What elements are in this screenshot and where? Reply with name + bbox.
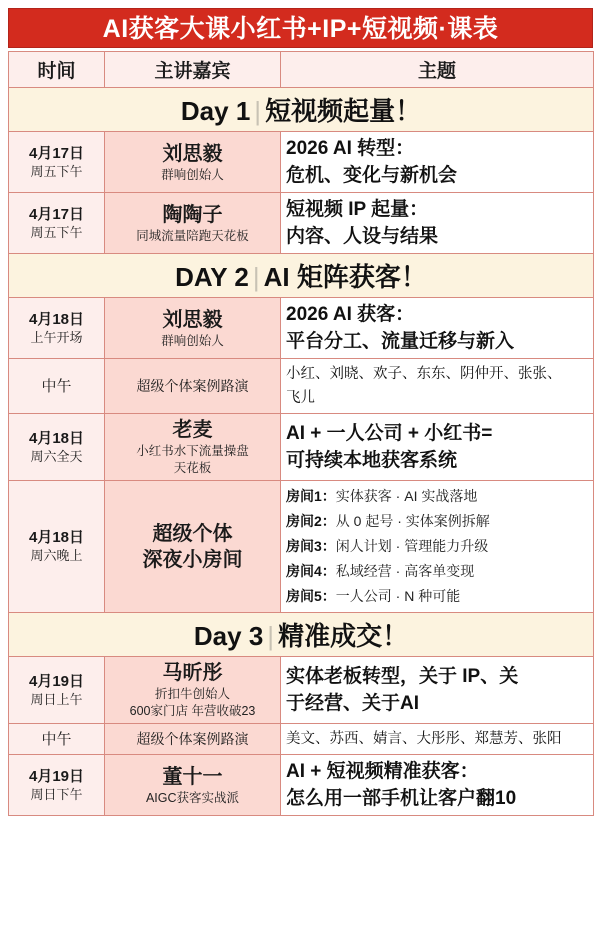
time-date: 4月17日 <box>28 144 85 162</box>
topic-cell <box>281 132 594 193</box>
day-separator-row <box>9 613 594 657</box>
room-text: 实体获客 · AI 实战落地 <box>335 488 478 504</box>
text-line: 马昕彤 <box>162 662 223 684</box>
time-cell <box>9 132 105 193</box>
day-theme: 短视频起量！ <box>265 96 422 126</box>
topic-cell <box>281 298 594 359</box>
room-text: 私域经营 · 高客单变现 <box>335 563 475 579</box>
guest-cell <box>105 414 281 481</box>
header-topic: 主题 <box>281 52 594 88</box>
room-label: 房间4： <box>286 563 336 579</box>
text-line: 超级个体案例路演 <box>136 378 249 394</box>
topic-line: 可持续本地获客系统 <box>286 450 458 471</box>
text-line: 小红书水下流量操盘 <box>136 444 249 458</box>
guest-cell <box>105 657 281 724</box>
time-date: 中午 <box>41 730 72 748</box>
table-body <box>9 88 594 816</box>
topic-line: 美文、苏西、婧言、大彤彤、郑慧芳、张阳 <box>286 731 562 747</box>
room-item <box>286 484 588 509</box>
time-date: 4月18日 <box>28 529 85 546</box>
text-line: 同城流量陪跑天花板 <box>136 228 249 243</box>
room-item <box>286 534 588 559</box>
room-item <box>286 559 588 584</box>
guest-cell <box>105 359 281 414</box>
table-row <box>9 724 594 755</box>
room-text: 从 0 起号 · 实体案例拆解 <box>335 513 490 529</box>
room-label: 房间3： <box>286 538 336 554</box>
text-line: 群响创始人 <box>161 333 224 348</box>
text-line: AIGC获客实战派 <box>145 790 240 805</box>
topic-cell <box>281 414 594 481</box>
guest-cell <box>105 755 281 816</box>
topic-cell <box>281 657 594 724</box>
time-cell <box>9 193 105 254</box>
header-row <box>9 52 594 88</box>
time-date: 中午 <box>41 377 72 395</box>
text-line: 600家门店 年营收破23 <box>129 704 256 718</box>
guest-cell <box>105 132 281 193</box>
text-line: 董十一 <box>162 765 223 788</box>
text-line: 老麦 <box>172 419 213 441</box>
topic-line: 2026 AI 转型： <box>286 138 415 159</box>
table-row <box>9 755 594 816</box>
text-line: 刘思毅 <box>162 308 223 331</box>
topic-cell <box>281 755 594 816</box>
header-time: 时间 <box>9 52 105 88</box>
day-separator-row <box>9 254 594 298</box>
time-period: 周六全天 <box>30 448 83 464</box>
guest-cell <box>105 193 281 254</box>
room-label: 房间1： <box>286 488 336 504</box>
time-period: 周五下午 <box>30 163 83 179</box>
time-cell <box>9 657 105 724</box>
topic-line: 危机、变化与新机会 <box>286 165 458 186</box>
time-period: 周六晚上 <box>30 548 83 563</box>
topic-cell <box>281 724 594 755</box>
day-label: Day 3 <box>193 621 264 651</box>
day-separator-cell <box>9 88 594 132</box>
table-row <box>9 132 594 193</box>
text-line: 刘思毅 <box>162 142 223 165</box>
guest-cell <box>105 724 281 755</box>
time-period: 周五下午 <box>30 224 83 240</box>
day-separator-glyph: | <box>252 262 260 292</box>
time-date: 4月19日 <box>28 767 85 785</box>
header-guest: 主讲嘉宾 <box>105 52 281 88</box>
day-theme: AI 矩阵获客！ <box>263 262 427 292</box>
day-separator-row <box>9 88 594 132</box>
text-line: 折扣牛创始人 <box>154 687 230 701</box>
room-label: 房间5： <box>286 588 336 604</box>
text-line: 陶陶子 <box>162 203 223 226</box>
topic-line: AI + 短视频精准获客： <box>286 761 479 782</box>
topic-line: 实体老板转型，关于 IP、关 <box>286 666 519 687</box>
time-date: 4月18日 <box>28 429 85 447</box>
day-separator-cell <box>9 254 594 298</box>
guest-cell <box>105 481 281 613</box>
room-item <box>286 584 588 609</box>
time-period: 上午开场 <box>30 329 83 345</box>
topic-line: 2026 AI 获客： <box>286 304 415 325</box>
time-cell <box>9 724 105 755</box>
room-label: 房间2： <box>286 513 336 529</box>
text-line: 深夜小房间 <box>142 548 243 571</box>
table-row <box>9 414 594 481</box>
topic-cell <box>281 481 594 613</box>
table-row <box>9 481 594 613</box>
time-cell <box>9 755 105 816</box>
day-separator-glyph: | <box>254 96 262 126</box>
topic-line: 于经营、关于AI <box>286 693 420 714</box>
topic-line: 短视频 IP 起量： <box>286 199 429 220</box>
text-line: 天花板 <box>173 461 212 475</box>
table-row <box>9 193 594 254</box>
room-item <box>286 509 588 534</box>
day-separator-cell <box>9 613 594 657</box>
time-cell <box>9 414 105 481</box>
topic-line: AI + 一人公司 + 小红书= <box>286 423 493 444</box>
topic-line: 小红、刘晓、欢子、东东、阴仲开、张张、 <box>286 366 562 382</box>
guest-cell <box>105 298 281 359</box>
topic-cell <box>281 193 594 254</box>
table-header <box>9 52 594 88</box>
day-label: Day 1 <box>180 96 251 126</box>
topic-line: 平台分工、流量迁移与新入 <box>286 331 515 352</box>
text-line: 超级个体案例路演 <box>136 731 249 747</box>
topic-line: 内容、人设与结果 <box>286 226 439 247</box>
day-theme: 精准成交！ <box>278 621 409 651</box>
text-line: 群响创始人 <box>161 167 224 182</box>
schedule-table <box>8 51 594 816</box>
text-line: 超级个体 <box>152 522 233 545</box>
time-cell <box>9 298 105 359</box>
table-row <box>9 359 594 414</box>
topic-line: 飞儿 <box>286 390 315 406</box>
time-cell <box>9 359 105 414</box>
time-cell <box>9 481 105 613</box>
time-period: 周日下午 <box>30 786 83 802</box>
room-text: 闲人计划 · 管理能力升级 <box>335 538 489 554</box>
table-row <box>9 298 594 359</box>
day-separator-glyph: | <box>267 621 275 651</box>
topic-cell <box>281 359 594 414</box>
day-label: DAY 2 <box>175 262 249 292</box>
time-period: 周日上午 <box>30 691 83 707</box>
table-row <box>9 657 594 724</box>
room-text: 一人公司 · N 种可能 <box>335 588 461 604</box>
time-date: 4月17日 <box>28 205 85 223</box>
time-date: 4月19日 <box>28 672 85 690</box>
room-list <box>286 484 588 609</box>
topic-line: 怎么用一部手机让客户翻10 <box>286 788 517 809</box>
time-date: 4月18日 <box>28 310 85 328</box>
page-title: AI获客大课小红书+IP+短视频·课表 <box>8 8 593 48</box>
